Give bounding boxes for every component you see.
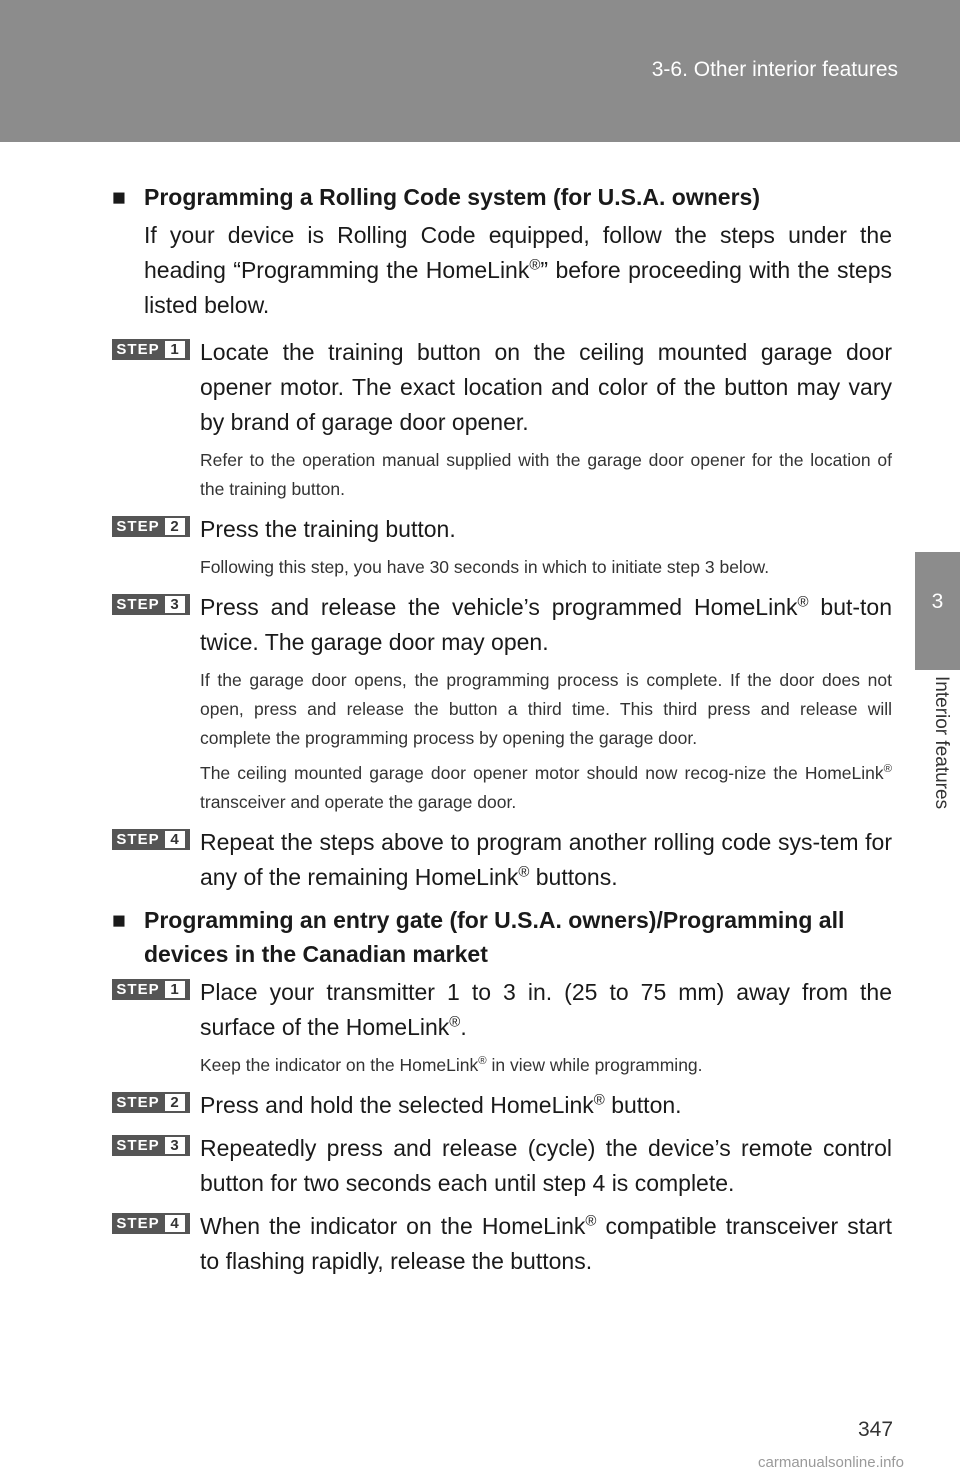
s1-step-4: [112, 825, 892, 895]
step-badge: STEP 1: [112, 979, 190, 1000]
step-badge: STEP 3: [112, 1135, 190, 1156]
step-badge: STEP 2: [112, 1092, 190, 1113]
s1-step-1: [112, 335, 892, 504]
square-bullet-icon: ■: [112, 907, 126, 933]
step-badge: STEP 1: [112, 339, 190, 360]
section1-intro: If your device is Rolling Code equipped, follow the steps under the heading “Programming the HomeLink®” before proceeding with the steps listed below.: [144, 222, 892, 318]
step-text: Press the training button.: [200, 516, 456, 542]
s1-step-3: [112, 590, 892, 817]
step-note: Following this step, you have 30 seconds in which to initiate step 3 below.: [200, 557, 770, 577]
step-badge: STEP 4: [112, 1213, 190, 1234]
section2-heading: ■ Programming an entry gate (for U.S.A. owners)/Programming all devices in the Canadian market: [112, 903, 892, 971]
step-badge: STEP 4: [112, 829, 190, 850]
step-text: Place your transmitter 1 to 3 in. (25 to 75 mm) away from the surface of the HomeLink®.: [200, 979, 892, 1040]
step-text: Press and hold the selected HomeLink® button.: [200, 1091, 682, 1118]
step-text: Locate the training button on the ceiling mounted garage door opener motor. The exact location and color of the button may vary by brand of garage door opener.: [200, 339, 892, 435]
step-note: Keep the indicator on the HomeLink® in view while programming.: [200, 1055, 703, 1075]
step-note: If the garage door opens, the programming process is complete. If the door does not open, press and release the button a third time. This third press and release will complete the programming process by opening the garage door.: [200, 670, 892, 748]
step-text: Press and release the vehicle’s programmed HomeLink® but-ton twice. The garage door may open.: [200, 593, 893, 655]
square-bullet-icon: ■: [112, 184, 126, 210]
section1-heading: ■ Programming a Rolling Code system (for U.S.A. owners): [112, 180, 892, 214]
section-title: 3-6. Other interior features: [651, 58, 898, 81]
page-content: [112, 180, 892, 1287]
s2-step-3: [112, 1131, 892, 1201]
s1-step-2: [112, 512, 892, 582]
step-badge: STEP 3: [112, 594, 190, 615]
chapter-number: 3: [931, 590, 944, 613]
s2-step-1: [112, 975, 892, 1080]
step-badge: STEP 2: [112, 516, 190, 537]
watermark: carmanualsonline.info: [758, 1454, 904, 1471]
step-note: Refer to the operation manual supplied with the garage door opener for the location of the training button.: [200, 450, 892, 499]
chapter-label: Interior features: [931, 676, 952, 810]
step-text: Repeat the steps above to program another rolling code sys-tem for any of the remaining HomeLink® buttons.: [200, 829, 892, 890]
s2-step-2: [112, 1088, 892, 1123]
chapter-tab: [915, 552, 960, 670]
chapter-label-container: [924, 676, 952, 836]
s2-step-4: [112, 1209, 892, 1279]
header-bar: [0, 0, 960, 142]
page-number: 347: [858, 1418, 894, 1441]
step-note: The ceiling mounted garage door opener motor should now recog-nize the HomeLink® transceiver and operate the garage door.: [200, 763, 892, 812]
step-text: Repeatedly press and release (cycle) the device’s remote control button for two seconds each until step 4 is complete.: [200, 1135, 892, 1196]
step-text: When the indicator on the HomeLink® compatible transceiver start to flashing rapidly, release the buttons.: [200, 1212, 892, 1274]
